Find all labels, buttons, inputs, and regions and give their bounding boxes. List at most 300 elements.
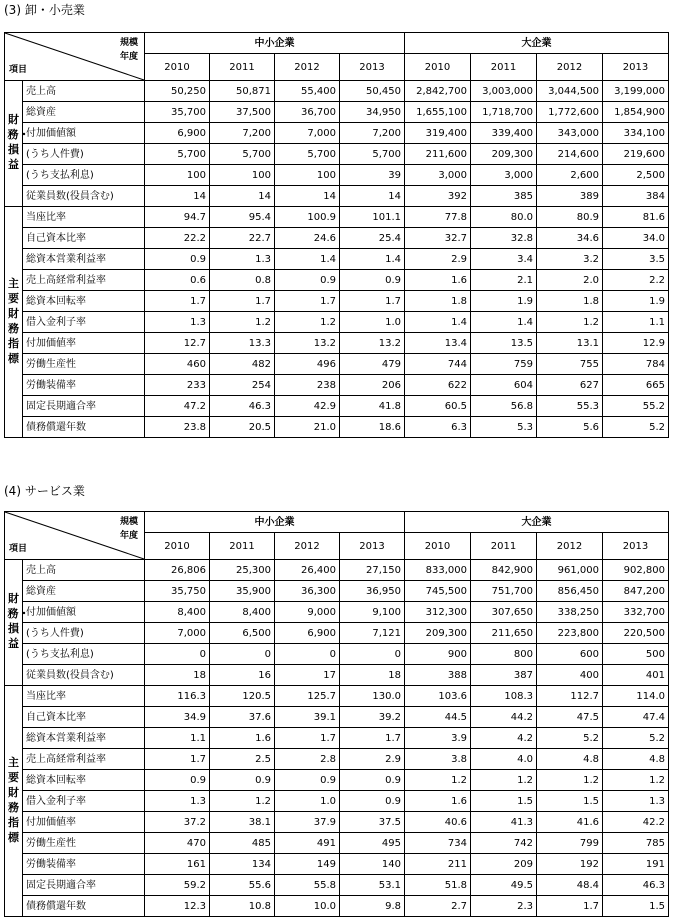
value-cell: 22.2 — [145, 228, 210, 249]
value-cell: 37,500 — [210, 102, 275, 123]
value-cell: 211,600 — [405, 144, 471, 165]
value-cell: 209 — [471, 854, 537, 875]
table-row — [5, 333, 669, 354]
value-cell: 3.8 — [405, 749, 471, 770]
value-cell: 34.6 — [537, 228, 603, 249]
table-row — [5, 102, 669, 123]
row-label: 付加価値率 — [23, 812, 145, 833]
table-row — [5, 270, 669, 291]
value-cell: 9.8 — [340, 896, 405, 917]
value-cell: 600 — [537, 644, 603, 665]
value-cell: 254 — [210, 375, 275, 396]
value-cell: 219,600 — [603, 144, 669, 165]
value-cell: 10.8 — [210, 896, 275, 917]
value-cell: 2.0 — [537, 270, 603, 291]
value-cell: 1.6 — [405, 791, 471, 812]
value-cell: 734 — [405, 833, 471, 854]
value-cell: 3.4 — [471, 249, 537, 270]
value-cell: 25.4 — [340, 228, 405, 249]
row-label: 自己資本比率 — [23, 707, 145, 728]
row-label: 付加価値率 — [23, 333, 145, 354]
value-cell: 18 — [340, 665, 405, 686]
value-cell: 3,000 — [405, 165, 471, 186]
row-label: (うち支払利息) — [23, 644, 145, 665]
value-cell: 1.2 — [603, 770, 669, 791]
table-row — [5, 791, 669, 812]
category-cell — [5, 686, 23, 917]
value-cell: 26,400 — [275, 560, 340, 581]
row-label: 債務償還年数 — [23, 417, 145, 438]
value-cell: 95.4 — [210, 207, 275, 228]
year-header: 2010 — [145, 533, 210, 560]
value-cell: 27,150 — [340, 560, 405, 581]
value-cell: 37.6 — [210, 707, 275, 728]
year-header: 2011 — [210, 533, 275, 560]
value-cell: 1.7 — [340, 728, 405, 749]
value-cell: 8,400 — [145, 602, 210, 623]
row-label: 売上高 — [23, 81, 145, 102]
table-row — [5, 581, 669, 602]
value-cell: 14 — [340, 186, 405, 207]
value-cell: 18 — [145, 665, 210, 686]
value-cell: 100 — [275, 165, 340, 186]
value-cell: 319,400 — [405, 123, 471, 144]
value-cell: 34,950 — [340, 102, 405, 123]
year-header: 2010 — [145, 54, 210, 81]
value-cell: 343,000 — [537, 123, 603, 144]
row-label: 売上高経常利益率 — [23, 270, 145, 291]
value-cell: 1,718,700 — [471, 102, 537, 123]
row-label: 総資本営業利益率 — [23, 249, 145, 270]
row-label: 付加価値額 — [23, 123, 145, 144]
value-cell: 112.7 — [537, 686, 603, 707]
header-corner-cell — [5, 512, 145, 560]
year-header: 2011 — [471, 54, 537, 81]
value-cell: 0.9 — [340, 270, 405, 291]
row-label: 付加価値額 — [23, 602, 145, 623]
row-label: 借入金利子率 — [23, 791, 145, 812]
value-cell: 50,250 — [145, 81, 210, 102]
table-row — [5, 812, 669, 833]
value-cell: 5.6 — [537, 417, 603, 438]
value-cell: 36,300 — [275, 581, 340, 602]
value-cell: 211,650 — [471, 623, 537, 644]
value-cell: 5.2 — [603, 417, 669, 438]
value-cell: 1.3 — [603, 791, 669, 812]
value-cell: 80.0 — [471, 207, 537, 228]
table-row — [5, 396, 669, 417]
value-cell: 13.1 — [537, 333, 603, 354]
value-cell: 3,003,000 — [471, 81, 537, 102]
value-cell: 24.6 — [275, 228, 340, 249]
category-cell — [5, 560, 30, 686]
value-cell: 392 — [405, 186, 471, 207]
value-cell: 1.5 — [537, 791, 603, 812]
value-cell: 140 — [340, 854, 405, 875]
value-cell: 36,950 — [340, 581, 405, 602]
value-cell: 120.5 — [210, 686, 275, 707]
value-cell: 400 — [537, 665, 603, 686]
value-cell: 1.3 — [145, 312, 210, 333]
corner-item-label: 項目 — [9, 65, 28, 75]
row-label: 総資本回転率 — [23, 770, 145, 791]
value-cell: 744 — [405, 354, 471, 375]
value-cell: 1.1 — [145, 728, 210, 749]
value-cell: 2,500 — [603, 165, 669, 186]
value-cell: 5,700 — [145, 144, 210, 165]
value-cell: 384 — [603, 186, 669, 207]
value-cell: 13.4 — [405, 333, 471, 354]
value-cell: 1.4 — [275, 249, 340, 270]
value-cell: 103.6 — [405, 686, 471, 707]
value-cell: 233 — [145, 375, 210, 396]
value-cell: 2.9 — [340, 749, 405, 770]
value-cell: 41.6 — [537, 812, 603, 833]
value-cell: 1.3 — [210, 249, 275, 270]
value-cell: 51.8 — [405, 875, 471, 896]
value-cell: 0 — [275, 644, 340, 665]
value-cell: 80.9 — [537, 207, 603, 228]
value-cell: 59.2 — [145, 875, 210, 896]
value-cell: 18.6 — [340, 417, 405, 438]
value-cell: 0 — [145, 644, 210, 665]
group-header-large: 大企業 — [405, 33, 669, 54]
value-cell: 37.5 — [340, 812, 405, 833]
value-cell: 1.7 — [537, 896, 603, 917]
value-cell: 13.5 — [471, 333, 537, 354]
value-cell: 900 — [405, 644, 471, 665]
value-cell: 46.3 — [210, 396, 275, 417]
value-cell: 214,600 — [537, 144, 603, 165]
value-cell: 2.2 — [603, 270, 669, 291]
value-cell: 16 — [210, 665, 275, 686]
year-header: 2012 — [275, 533, 340, 560]
value-cell: 220,500 — [603, 623, 669, 644]
table-row — [5, 749, 669, 770]
header-row-groups — [5, 512, 669, 533]
row-label: 従業員数(役員含む) — [23, 665, 145, 686]
value-cell: 5,700 — [275, 144, 340, 165]
value-cell: 1.7 — [145, 291, 210, 312]
value-cell: 191 — [603, 854, 669, 875]
row-label: 固定長期適合率 — [23, 875, 145, 896]
value-cell: 784 — [603, 354, 669, 375]
value-cell: 206 — [340, 375, 405, 396]
value-cell: 833,000 — [405, 560, 471, 581]
value-cell: 0 — [340, 644, 405, 665]
value-cell: 332,700 — [603, 602, 669, 623]
value-cell: 211 — [405, 854, 471, 875]
row-label: 自己資本比率 — [23, 228, 145, 249]
value-cell: 56.8 — [471, 396, 537, 417]
value-cell: 3,000 — [471, 165, 537, 186]
value-cell: 77.8 — [405, 207, 471, 228]
value-cell: 35,900 — [210, 581, 275, 602]
value-cell: 39 — [340, 165, 405, 186]
value-cell: 7,000 — [145, 623, 210, 644]
row-label: (うち支払利息) — [23, 165, 145, 186]
value-cell: 44.5 — [405, 707, 471, 728]
value-cell: 1.9 — [471, 291, 537, 312]
value-cell: 0 — [210, 644, 275, 665]
value-cell: 2.1 — [471, 270, 537, 291]
table-row — [5, 854, 669, 875]
value-cell: 32.7 — [405, 228, 471, 249]
value-cell: 7,200 — [340, 123, 405, 144]
value-cell: 388 — [405, 665, 471, 686]
year-header: 2013 — [340, 533, 405, 560]
value-cell: 1.5 — [471, 791, 537, 812]
value-cell: 47.2 — [145, 396, 210, 417]
table-row — [5, 123, 669, 144]
value-cell: 12.3 — [145, 896, 210, 917]
value-cell: 759 — [471, 354, 537, 375]
value-cell: 55.3 — [537, 396, 603, 417]
value-cell: 604 — [471, 375, 537, 396]
table-row — [5, 165, 669, 186]
row-label: 従業員数(役員含む) — [23, 186, 145, 207]
corner-year-label: 年度 — [119, 531, 138, 541]
year-header: 2013 — [603, 54, 669, 81]
value-cell: 842,900 — [471, 560, 537, 581]
year-header: 2012 — [537, 54, 603, 81]
group-header-large: 大企業 — [405, 512, 669, 533]
value-cell: 55,400 — [275, 81, 340, 102]
row-label: (うち人件費) — [23, 144, 145, 165]
value-cell: 1.9 — [603, 291, 669, 312]
value-cell: 627 — [537, 375, 603, 396]
value-cell: 0.8 — [210, 270, 275, 291]
value-cell: 5.2 — [537, 728, 603, 749]
value-cell: 665 — [603, 375, 669, 396]
value-cell: 742 — [471, 833, 537, 854]
value-cell: 1.2 — [537, 770, 603, 791]
value-cell: 20.5 — [210, 417, 275, 438]
value-cell: 1.2 — [210, 312, 275, 333]
value-cell: 387 — [471, 665, 537, 686]
table-row — [5, 354, 669, 375]
value-cell: 25,300 — [210, 560, 275, 581]
value-cell: 149 — [275, 854, 340, 875]
value-cell: 1.4 — [340, 249, 405, 270]
value-cell: 1.7 — [275, 291, 340, 312]
value-cell: 48.4 — [537, 875, 603, 896]
value-cell: 3,044,500 — [537, 81, 603, 102]
value-cell: 500 — [603, 644, 669, 665]
value-cell: 7,200 — [210, 123, 275, 144]
value-cell: 42.9 — [275, 396, 340, 417]
value-cell: 0.6 — [145, 270, 210, 291]
corner-scale-label: 規模 — [119, 38, 138, 48]
value-cell: 1.2 — [210, 791, 275, 812]
row-label: 借入金利子率 — [23, 312, 145, 333]
value-cell: 10.0 — [275, 896, 340, 917]
value-cell: 12.9 — [603, 333, 669, 354]
value-cell: 1.0 — [275, 791, 340, 812]
value-cell: 6.3 — [405, 417, 471, 438]
value-cell: 5,700 — [340, 144, 405, 165]
table-row — [5, 186, 669, 207]
value-cell: 5.2 — [603, 728, 669, 749]
value-cell: 37.2 — [145, 812, 210, 833]
financial-table — [4, 511, 669, 917]
value-cell: 26,806 — [145, 560, 210, 581]
value-cell: 35,700 — [145, 102, 210, 123]
value-cell: 1,655,100 — [405, 102, 471, 123]
row-label: 当座比率 — [23, 207, 145, 228]
value-cell: 50,871 — [210, 81, 275, 102]
year-header: 2013 — [340, 54, 405, 81]
value-cell: 13.2 — [340, 333, 405, 354]
financial-table — [4, 32, 669, 438]
value-cell: 9,000 — [275, 602, 340, 623]
value-cell: 12.7 — [145, 333, 210, 354]
value-cell: 39.1 — [275, 707, 340, 728]
value-cell: 34.0 — [603, 228, 669, 249]
value-cell: 42.2 — [603, 812, 669, 833]
value-cell: 47.4 — [603, 707, 669, 728]
header-corner-cell — [5, 33, 145, 81]
value-cell: 53.1 — [340, 875, 405, 896]
value-cell: 1.3 — [145, 791, 210, 812]
value-cell: 130.0 — [340, 686, 405, 707]
value-cell: 1,854,900 — [603, 102, 669, 123]
value-cell: 1.8 — [405, 291, 471, 312]
value-cell: 41.8 — [340, 396, 405, 417]
table-row — [5, 896, 669, 917]
value-cell: 60.5 — [405, 396, 471, 417]
table-row — [5, 207, 669, 228]
value-cell: 0.9 — [145, 249, 210, 270]
value-cell: 755 — [537, 354, 603, 375]
value-cell: 134 — [210, 854, 275, 875]
value-cell: 785 — [603, 833, 669, 854]
table-row — [5, 686, 669, 707]
value-cell: 22.7 — [210, 228, 275, 249]
value-cell: 209,300 — [471, 144, 537, 165]
table-row — [5, 602, 669, 623]
row-label: 労働生産性 — [23, 354, 145, 375]
value-cell: 479 — [340, 354, 405, 375]
value-cell: 1.8 — [537, 291, 603, 312]
value-cell: 2.5 — [210, 749, 275, 770]
year-header: 2012 — [275, 54, 340, 81]
row-label: 総資産 — [23, 102, 145, 123]
value-cell: 1.7 — [340, 291, 405, 312]
value-cell: 334,100 — [603, 123, 669, 144]
value-cell: 49.5 — [471, 875, 537, 896]
value-cell: 0.9 — [275, 770, 340, 791]
section-title: (4) サービス業 — [4, 484, 85, 498]
value-cell: 6,900 — [275, 623, 340, 644]
value-cell: 39.2 — [340, 707, 405, 728]
value-cell: 14 — [275, 186, 340, 207]
table-row — [5, 833, 669, 854]
corner-year-label: 年度 — [119, 52, 138, 62]
table-row — [5, 665, 669, 686]
table-row — [5, 707, 669, 728]
value-cell: 2,842,700 — [405, 81, 471, 102]
row-label: 総資本営業利益率 — [23, 728, 145, 749]
value-cell: 961,000 — [537, 560, 603, 581]
value-cell: 4.8 — [537, 749, 603, 770]
table-row — [5, 728, 669, 749]
value-cell: 338,250 — [537, 602, 603, 623]
value-cell: 2.8 — [275, 749, 340, 770]
table-row — [5, 644, 669, 665]
value-cell: 2.3 — [471, 896, 537, 917]
category-label: 財務・損益 — [7, 592, 30, 650]
group-header-sme: 中小企業 — [145, 512, 405, 533]
row-label: 労働生産性 — [23, 833, 145, 854]
value-cell: 470 — [145, 833, 210, 854]
value-cell: 13.3 — [210, 333, 275, 354]
value-cell: 389 — [537, 186, 603, 207]
value-cell: 55.8 — [275, 875, 340, 896]
corner-scale-label: 規模 — [119, 517, 138, 527]
table-row — [5, 144, 669, 165]
value-cell: 3.9 — [405, 728, 471, 749]
value-cell: 32.8 — [471, 228, 537, 249]
row-label: (うち人件費) — [23, 623, 145, 644]
value-cell: 34.9 — [145, 707, 210, 728]
value-cell: 3,199,000 — [603, 81, 669, 102]
value-cell: 238 — [275, 375, 340, 396]
value-cell: 101.1 — [340, 207, 405, 228]
value-cell: 192 — [537, 854, 603, 875]
value-cell: 0.9 — [340, 791, 405, 812]
value-cell: 495 — [340, 833, 405, 854]
value-cell: 55.6 — [210, 875, 275, 896]
value-cell: 339,400 — [471, 123, 537, 144]
table-row — [5, 312, 669, 333]
value-cell: 125.7 — [275, 686, 340, 707]
year-header: 2010 — [405, 54, 471, 81]
value-cell: 46.3 — [603, 875, 669, 896]
value-cell: 1.2 — [275, 312, 340, 333]
table-row — [5, 560, 669, 581]
row-label: 総資産 — [23, 581, 145, 602]
value-cell: 2.7 — [405, 896, 471, 917]
value-cell: 6,500 — [210, 623, 275, 644]
year-header: 2010 — [405, 533, 471, 560]
value-cell: 40.6 — [405, 812, 471, 833]
value-cell: 482 — [210, 354, 275, 375]
value-cell: 108.3 — [471, 686, 537, 707]
row-label: 固定長期適合率 — [23, 396, 145, 417]
value-cell: 622 — [405, 375, 471, 396]
value-cell: 7,121 — [340, 623, 405, 644]
value-cell: 21.0 — [275, 417, 340, 438]
value-cell: 114.0 — [603, 686, 669, 707]
value-cell: 100 — [210, 165, 275, 186]
value-cell: 5,700 — [210, 144, 275, 165]
value-cell: 38.1 — [210, 812, 275, 833]
group-header-sme: 中小企業 — [145, 33, 405, 54]
value-cell: 9,100 — [340, 602, 405, 623]
value-cell: 460 — [145, 354, 210, 375]
value-cell: 491 — [275, 833, 340, 854]
value-cell: 6,900 — [145, 123, 210, 144]
row-label: 債務償還年数 — [23, 896, 145, 917]
row-label: 労働装備率 — [23, 854, 145, 875]
value-cell: 1,772,600 — [537, 102, 603, 123]
table-row — [5, 770, 669, 791]
value-cell: 496 — [275, 354, 340, 375]
value-cell: 8,400 — [210, 602, 275, 623]
value-cell: 5.3 — [471, 417, 537, 438]
table-row — [5, 291, 669, 312]
